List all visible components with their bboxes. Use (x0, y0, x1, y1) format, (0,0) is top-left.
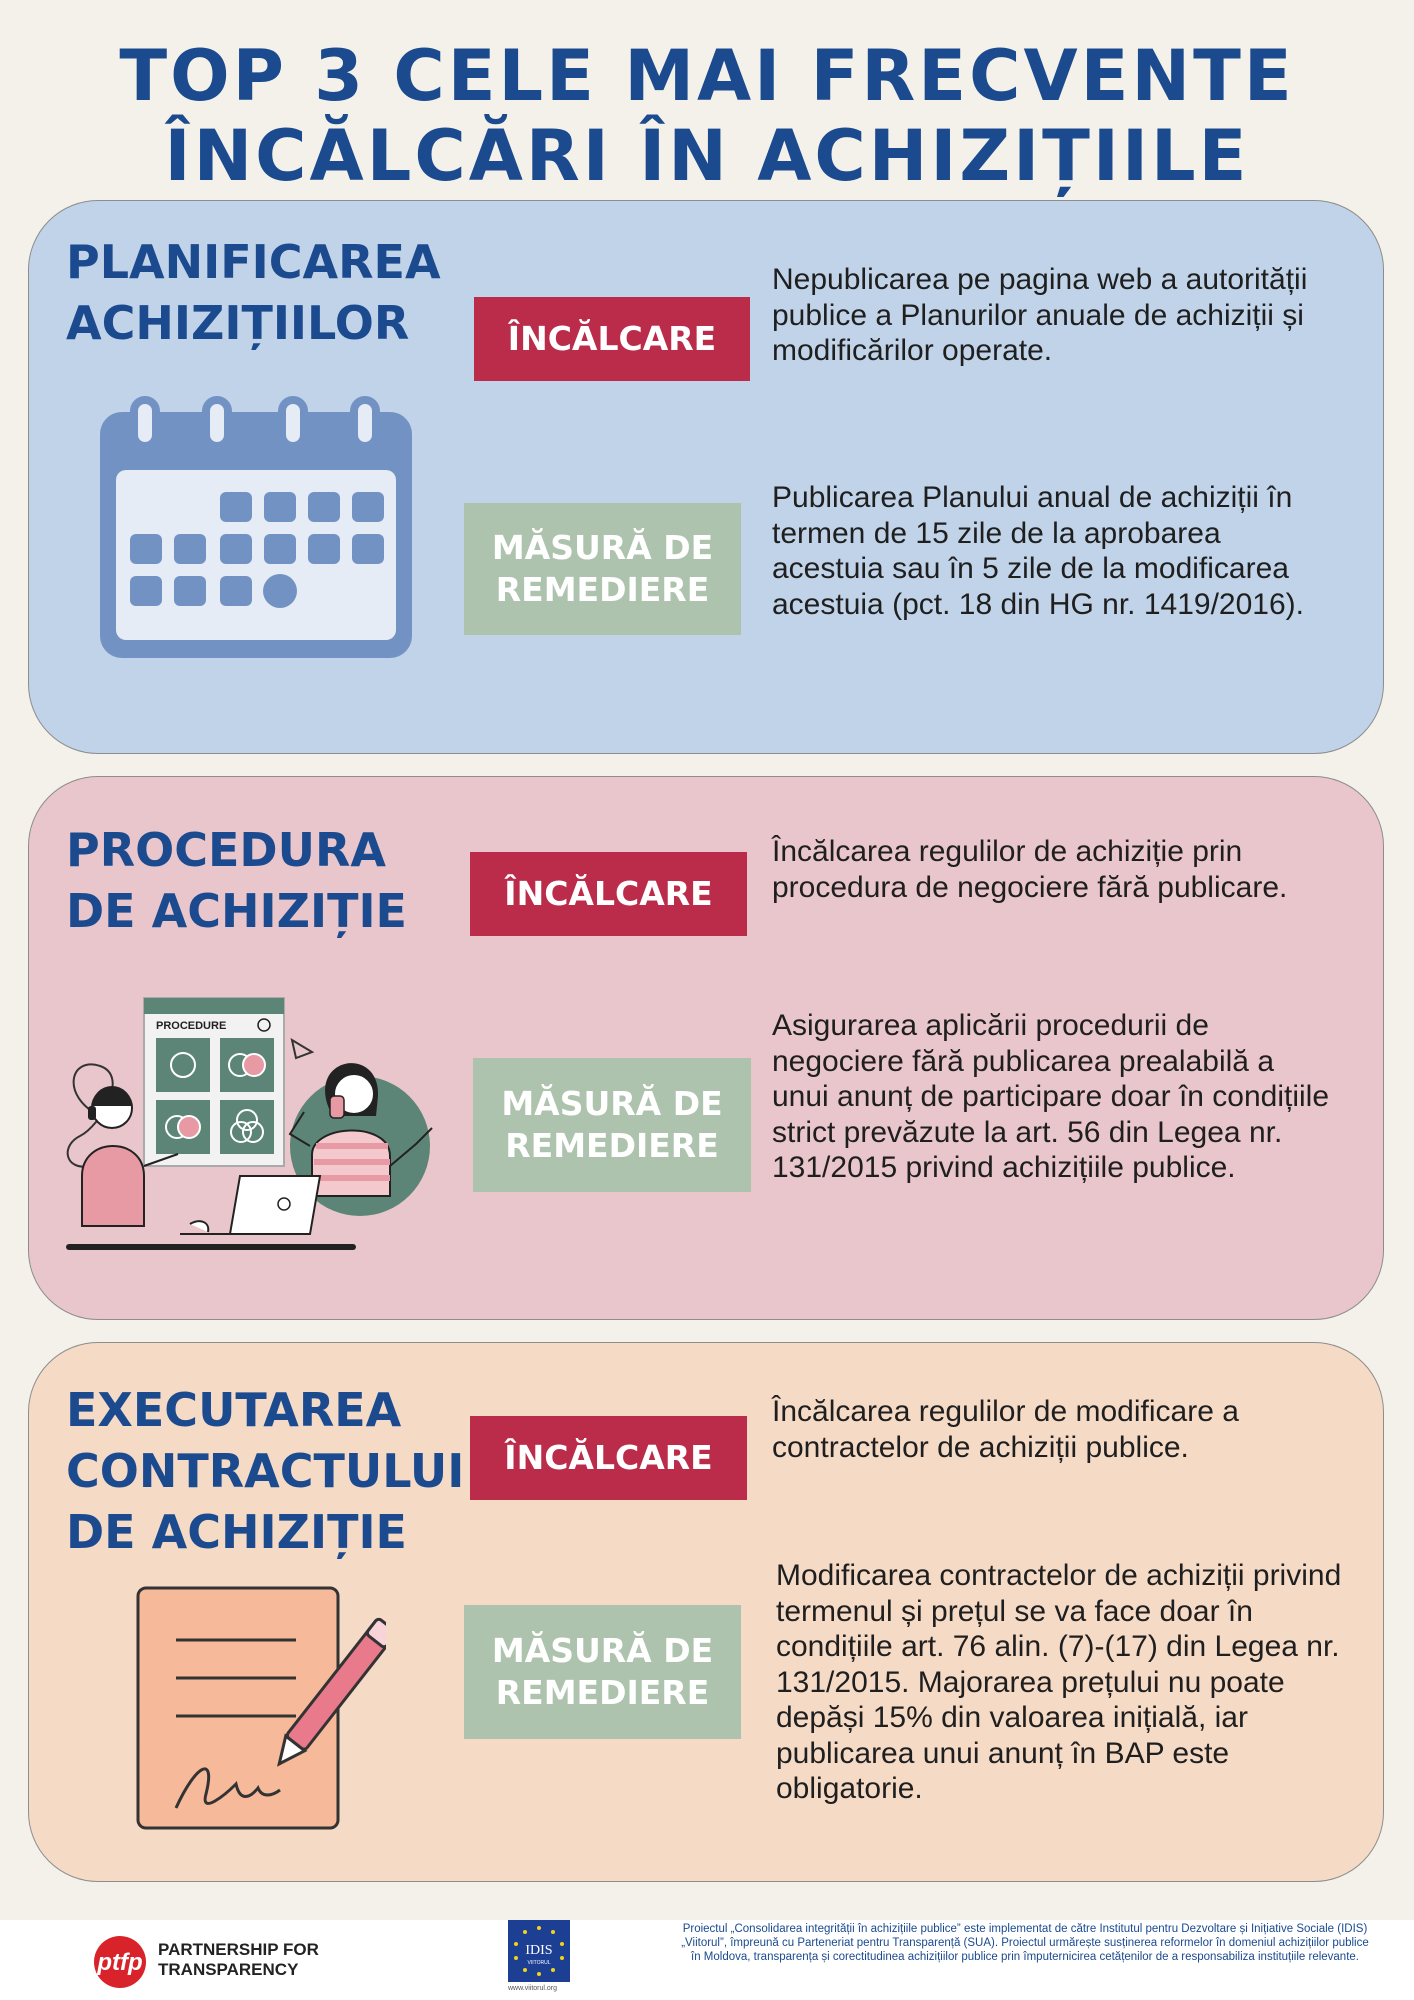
heading-line: PROCEDURA (66, 823, 386, 877)
section-heading-procedure (66, 820, 407, 942)
remedy-badge (473, 1058, 751, 1192)
violation-text: Încălcarea regulilor de modificare a contractelor de achiziții publice. (772, 1395, 1239, 1464)
ptfp-logo-text: ptfp (97, 1949, 143, 1976)
remedy-label-line: MĂSURĂ DE (501, 1084, 723, 1123)
remedy-label-line: MĂSURĂ DE (491, 1631, 714, 1670)
heading-line: DE ACHIZIȚIE (66, 884, 407, 938)
heading-line: PLANIFICAREA (66, 235, 441, 289)
idis-logo-text: IDIS (525, 1943, 553, 1958)
idis-logo-sub: VIITORUL (527, 1960, 551, 1966)
heading-line: CONTRACTULUI (66, 1444, 465, 1498)
remedy-badge (464, 503, 741, 635)
ptfp-name (158, 1940, 319, 1980)
idis-url: www.viitorul.org (508, 1985, 558, 1992)
ptfp-name-line: PARTNERSHIP FOR (158, 1940, 319, 1959)
remedy-badge (464, 1605, 741, 1739)
ptfp-name-line: TRANSPARENCY (158, 1960, 299, 1979)
procedure-meeting-illustration (60, 996, 440, 1258)
title-line-1: TOP 3 CELE MAI FRECVENTE (119, 35, 1295, 117)
heading-line: ACHIZIȚIILOR (66, 296, 410, 350)
signed-contract-icon (136, 1584, 386, 1834)
idis-logo-icon (508, 1920, 570, 1984)
heading-line: DE ACHIZIȚIE (66, 1505, 407, 1559)
remedy-text: Modificarea contractelor de achiziții privind termenul și prețul se va face doar în condițiile art. 76 alin. (7)-(17) din Legea nr. 131/2015. Majorarea prețului nu poate depăși 15% din valoarea inițială, iar publicarea unui anunț în BAP este obligatorie. (776, 1559, 1342, 1805)
remedy-label-line: REMEDIERE (495, 570, 710, 609)
calendar-icon (96, 392, 416, 662)
heading-line: EXECUTAREA (66, 1383, 402, 1437)
remedy-label-line: MĂSURĂ DE (491, 528, 714, 567)
procedure-board-label: PROCEDURE (156, 1020, 227, 1032)
violation-badge: ÎNCĂLCARE (474, 297, 750, 381)
violation-text: Nepublicarea pe pagina web a autorității publice a Planurilor anuale de achiziții și modificărilor operate. (772, 263, 1308, 367)
remedy-label-line: REMEDIERE (495, 1673, 710, 1712)
violation-badge: ÎNCĂLCARE (470, 1416, 747, 1500)
remedy-text: Publicarea Planului anual de achiziții în termen de 15 zile de la aprobarea acestuia sau în 5 zile de la modificarea acestuia (pct. 18 din HG nr. 1419/2016). (772, 481, 1304, 621)
ptfp-logo-icon (86, 1922, 156, 1992)
violation-badge: ÎNCĂLCARE (470, 852, 747, 936)
section-heading-planning (66, 232, 441, 354)
section-heading-contract (66, 1380, 464, 1563)
remedy-label-line: REMEDIERE (505, 1126, 719, 1165)
title-line-2: ÎNCĂLCĂRI ÎN ACHIZIȚIILE (164, 115, 1250, 197)
violation-text: Încălcarea regulilor de achiziție prin procedura de negociere fără publicare. (772, 835, 1288, 904)
footer-project-note: Proiectul „Consolidarea integrității în achizițiile publice” este implementat de către Institutul pentru Dezvoltare și Inițiative Sociale (IDIS) „Viitorul”, împreună cu Parteneriat pentru Transparență (SUA). Proiectul urmărește susținerea reformelor în domeniul achizițiilor publice în Moldova, transparența și corectitudinea achizițiilor publice prin împuternicirea cetățenilor de a responsabiliza instituțiile relevante. (681, 1923, 1369, 1963)
remedy-text: Asigurarea aplicării procedurii de negociere fără publicarea prealabilă a unui anunț de participare doar în condițiile strict prevăzute la art. 56 din Legea nr. 131/2015 privind achizițiile publice. (772, 1009, 1330, 1184)
